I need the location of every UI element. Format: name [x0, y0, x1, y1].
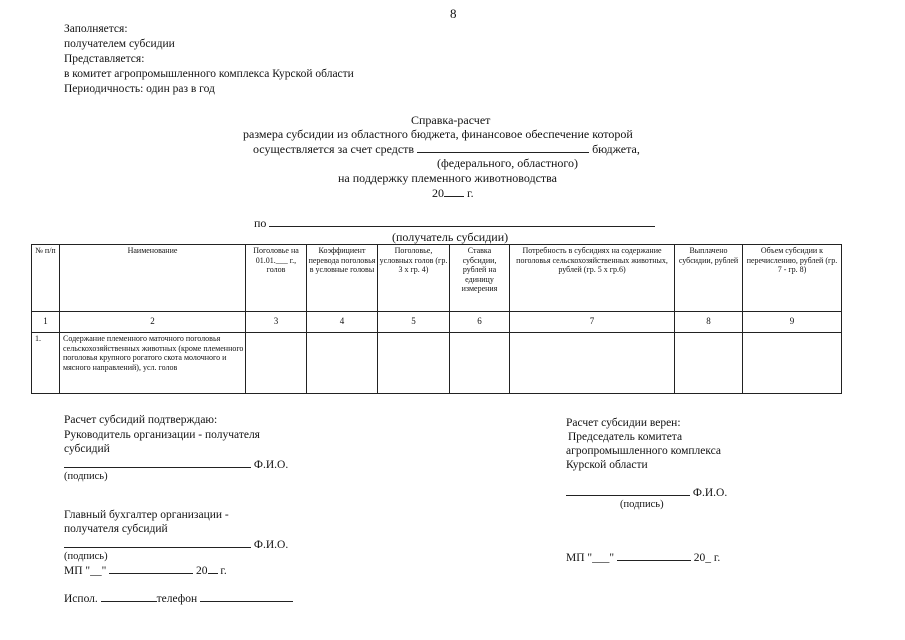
mp-left-line — [64, 562, 227, 579]
doc-title-line6 — [432, 185, 474, 201]
g-label: г. — [220, 565, 227, 577]
col-header-2: Наименование — [60, 245, 246, 312]
left-acc-title-2: получателя субсидий — [64, 523, 168, 535]
year-prefix: 20 — [432, 186, 444, 200]
col-number: 1 — [32, 312, 60, 333]
col-header-3: Поголовье на 01.01.___ г., голов — [246, 245, 307, 312]
signature-blank[interactable] — [566, 484, 690, 496]
left-confirm-label: Расчет субсидий подтверждаю: — [64, 414, 218, 426]
year-blank[interactable] — [208, 562, 218, 574]
left-head-title: Руководитель организации - получателя — [64, 429, 260, 441]
header-periodicity: Периодичность: один раз в год — [64, 83, 215, 95]
podpis-label: (подпись) — [620, 499, 664, 510]
table-cell[interactable] — [307, 333, 378, 394]
recipient-prefix: по — [254, 216, 267, 230]
right-title-3: Курской области — [566, 459, 648, 471]
executor-blank[interactable] — [101, 590, 157, 602]
date-blank[interactable] — [109, 562, 193, 574]
recipient-blank — [269, 215, 655, 227]
table-number-row — [32, 312, 842, 333]
podpis-label: (подпись) — [64, 551, 108, 562]
table-cell[interactable] — [246, 333, 307, 394]
header-filled-by-label: Заполняется: — [64, 23, 128, 35]
fio-label: Ф.И.О. — [692, 487, 728, 499]
col-header-8: Выплачено субсидии, рублей — [675, 245, 743, 312]
doc-title-line5: на поддержку племенного животноводства — [338, 171, 557, 185]
col-number: 7 — [510, 312, 675, 333]
fio-label: Ф.И.О. — [253, 459, 289, 471]
doc-title: Справка-расчет — [411, 113, 491, 127]
table-cell[interactable] — [675, 333, 743, 394]
col-number: 6 — [450, 312, 510, 333]
col-header-5: Поголовье, условных голов (гр. 3 x гр. 4) — [378, 245, 450, 312]
table-cell[interactable] — [450, 333, 510, 394]
recipient-caption: (получатель субсидии) — [392, 230, 509, 244]
mp-right-label: МП "___" — [566, 552, 615, 564]
col-header-9: Объем субсидии к перечислению, рублей (гр. 7 - гр. 8) — [743, 245, 842, 312]
page-number: 8 — [450, 6, 457, 21]
phone-label: телефон — [156, 593, 198, 605]
right-title-1: Председатель комитета — [568, 431, 683, 443]
left-head-title-2: субсидий — [64, 443, 110, 455]
budget-source-blank — [417, 141, 589, 153]
podpis-label: (подпись) — [64, 471, 108, 482]
right-title-2: агропромышленного комплекса — [566, 445, 722, 457]
col-number: 3 — [246, 312, 307, 333]
row-number: 1. — [32, 333, 60, 394]
col-number: 4 — [307, 312, 378, 333]
header-filled-by-value: получателем субсидии — [64, 38, 175, 50]
col-header-4: Коэффициент перевода поголовья в условные головы — [307, 245, 378, 312]
mp-left-label: МП "__" — [64, 565, 107, 577]
table-cell[interactable] — [743, 333, 842, 394]
left-acc-title: Главный бухгалтер организации - — [64, 509, 229, 521]
doc-title-line3 — [253, 141, 640, 157]
table-row — [32, 333, 842, 394]
doc-title-line2: размера субсидии из областного бюджета, финансовое обеспечение которой — [243, 127, 633, 141]
year-suffix: г. — [467, 186, 474, 200]
phone-blank[interactable] — [200, 590, 293, 602]
col-number: 8 — [675, 312, 743, 333]
fio-label: Ф.И.О. — [253, 539, 289, 551]
signature-blank[interactable] — [64, 456, 251, 468]
right-confirm-label: Расчет субсидии верен: — [566, 417, 681, 429]
table-cell[interactable] — [510, 333, 675, 394]
mp-right-line — [566, 549, 720, 566]
col-number: 9 — [743, 312, 842, 333]
table-header-row — [32, 245, 842, 312]
col-number: 2 — [60, 312, 246, 333]
doc-title-line4: (федерального, областного) — [437, 156, 579, 170]
col-header-6: Ставка субсидии, рублей на единицу измерения — [450, 245, 510, 312]
title-line3-prefix: осуществляется за счет средств — [253, 142, 415, 156]
year-right: 20_ — [693, 552, 712, 564]
col-number: 5 — [378, 312, 450, 333]
date-blank[interactable] — [617, 549, 691, 561]
year-left: 20 — [196, 565, 208, 577]
row-name: Содержание племенного маточного поголовья сельскохозяйственных животных (кроме племенного поголовья крупного рогатого скота молочного и мясного направлений), усл. голов — [60, 333, 246, 394]
subsidy-table — [31, 244, 842, 394]
col-header-7: Потребность в субсидиях на содержание поголовья сельскохозяйственных животных, рублей (гр. 5 x гр.6) — [510, 245, 675, 312]
g-label: г. — [713, 552, 721, 564]
col-header-1: № п/п — [32, 245, 60, 312]
header-submitted-label: Представляется: — [64, 53, 145, 65]
header-submitted-value: в комитет агропромышленного комплекса Курской области — [64, 68, 354, 80]
signature-blank[interactable] — [64, 536, 251, 548]
table-cell[interactable] — [378, 333, 450, 394]
year-blank — [444, 185, 464, 197]
recipient-line — [254, 215, 655, 231]
executor-line — [64, 590, 293, 607]
executor-label: Испол. — [64, 593, 98, 605]
title-line3-suffix: бюджета, — [592, 142, 640, 156]
